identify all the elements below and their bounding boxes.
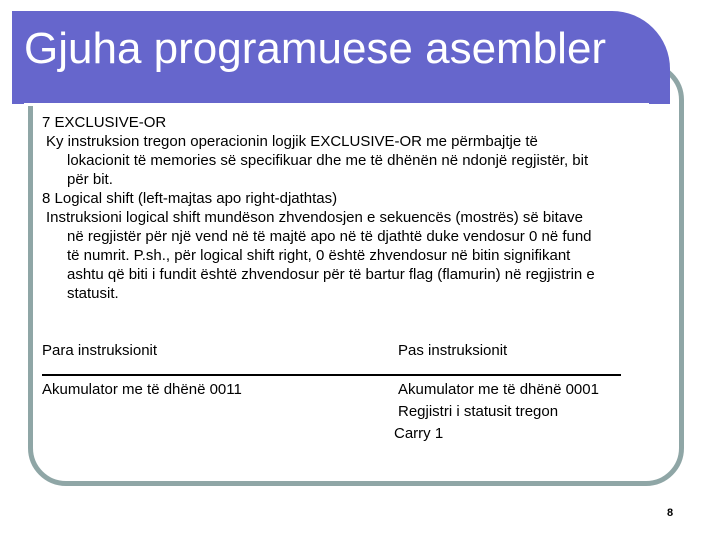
paragraph-line: statusit.: [67, 285, 119, 302]
paragraph-line: ashtu që biti i fundit është zhvendosur për të bartur flag (flamurin) në regjistrin e: [67, 266, 595, 283]
after-value: Akumulator me të dhënë 0001: [398, 381, 599, 398]
after-values: [394, 379, 599, 445]
title-underline: [24, 103, 649, 106]
paragraph-line: në regjistër për një vend në të majtë apo në të djathtë duke vendosur 0 në fund: [67, 228, 592, 245]
paragraph-line: Instruksioni logical shift mundëson zhvendosjen e sekuencës (mostrës) së bitave: [46, 209, 583, 226]
after-value: Carry 1: [394, 425, 444, 442]
paragraph-line: lokacionit të memories së specifikuar dhe me të dhënën në ndonjë regjistër, bit: [67, 152, 589, 169]
slide-title: Gjuha programuese asembler: [24, 24, 607, 73]
paragraph-line: për bit.: [67, 171, 113, 188]
section-heading: 8 Logical shift (left-majtas apo right-djathtas): [42, 190, 338, 207]
paragraph-line: Ky instruksion tregon operacionin logjik EXCLUSIVE-OR me përmbajtje të: [46, 133, 538, 150]
before-header: Para instruksionit: [42, 342, 158, 359]
after-value: Regjistri i statusit tregon: [398, 403, 559, 420]
page-number: 8: [667, 507, 674, 519]
paragraph-line: të numrit. P.sh., për logical shift right, 0 është zhvendosur në bitin signifikant: [67, 247, 571, 264]
before-value: Akumulator me të dhënë 0011: [42, 381, 242, 398]
section-heading: 7 EXCLUSIVE-OR: [42, 114, 167, 131]
table-divider: [42, 374, 621, 376]
slide-body: [42, 113, 684, 303]
after-header: Pas instruksionit: [398, 342, 508, 359]
